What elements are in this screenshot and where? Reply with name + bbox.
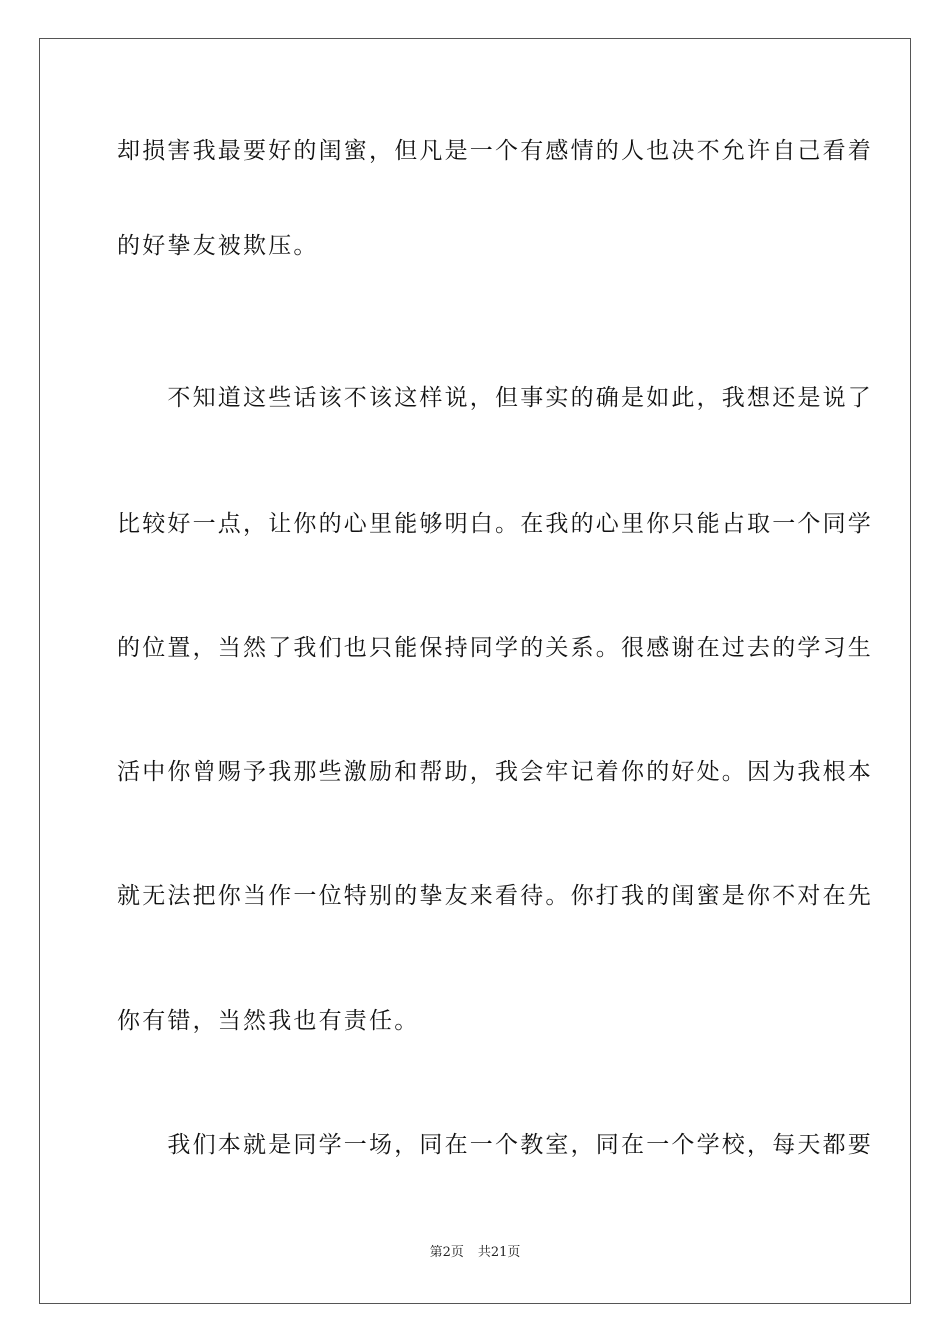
body-text-line: 就无法把你当作一位特别的挚友来看待。你打我的闺蜜是你不对在先	[117, 883, 873, 909]
page-total: 共21页	[477, 1245, 521, 1260]
body-text-line: 我们本就是同学一场，同在一个教室，同在一个学校，每天都要	[117, 1132, 873, 1158]
body-text-line: 活中你曾赐予我那些激励和帮助，我会牢记着你的好处。因为我根本	[117, 759, 873, 785]
body-text-line: 不知道这些话该不该这样说，但事实的确是如此，我想还是说了	[117, 385, 873, 411]
page-number: 第2页	[429, 1245, 464, 1260]
body-text-line: 的好挚友被欺压。	[117, 233, 319, 259]
body-text-line: 的位置，当然了我们也只能保持同学的关系。很感谢在过去的学习生	[117, 635, 873, 661]
body-text-line: 你有错，当然我也有责任。	[117, 1008, 420, 1034]
body-text-line: 比较好一点，让你的心里能够明白。在我的心里你只能占取一个同学	[117, 511, 873, 537]
body-text-line: 却损害我最要好的闺蜜，但凡是一个有感情的人也决不允许自己看着	[117, 138, 873, 164]
page-frame	[39, 38, 911, 1304]
page-footer	[0, 1245, 950, 1261]
